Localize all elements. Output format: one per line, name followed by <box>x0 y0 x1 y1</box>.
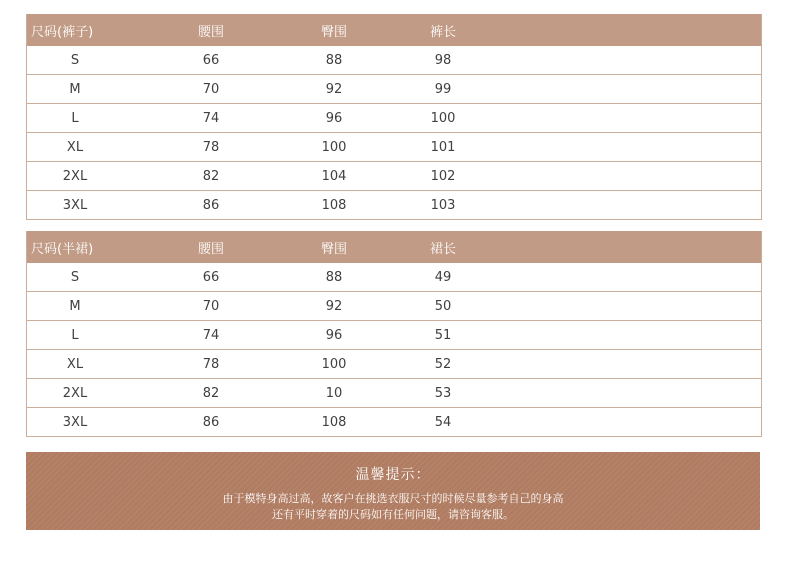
tips-title: 温馨提示： <box>355 467 431 483</box>
pants-size-table <box>26 14 762 220</box>
tips-banner <box>26 452 760 530</box>
size-cell: 2XL <box>62 168 88 184</box>
length-cell: 98 <box>434 52 452 68</box>
header-size: 尺码(半裙) <box>31 241 94 257</box>
table-row <box>27 103 761 132</box>
skirt-size-table <box>26 231 762 437</box>
waist-cell: 74 <box>202 327 220 343</box>
waist-cell: 82 <box>202 168 220 184</box>
hip-cell: 96 <box>325 327 343 343</box>
table-row <box>27 349 761 378</box>
hip-cell: 10 <box>325 385 343 401</box>
table-row <box>27 74 761 103</box>
length-cell: 52 <box>434 356 452 372</box>
hip-cell: 88 <box>325 52 343 68</box>
size-cell: S <box>70 52 80 68</box>
size-cell: XL <box>66 356 84 372</box>
table-row <box>27 378 761 407</box>
size-cell: 2XL <box>62 385 88 401</box>
waist-cell: 70 <box>202 81 220 97</box>
size-cell: S <box>70 269 80 285</box>
hip-cell: 88 <box>325 269 343 285</box>
hip-cell: 100 <box>321 139 347 155</box>
size-cell: M <box>69 81 81 97</box>
table-row <box>27 263 761 291</box>
waist-cell: 74 <box>202 110 220 126</box>
table-row <box>27 46 761 74</box>
header-waist: 腰围 <box>197 24 224 40</box>
size-cell: 3XL <box>62 197 88 213</box>
waist-cell: 66 <box>202 52 220 68</box>
length-cell: 100 <box>430 110 456 126</box>
size-cell: L <box>71 327 79 343</box>
waist-cell: 86 <box>202 414 220 430</box>
waist-cell: 82 <box>202 385 220 401</box>
header-hip: 臀围 <box>320 241 347 257</box>
waist-cell: 66 <box>202 269 220 285</box>
length-cell: 53 <box>434 385 452 401</box>
header-length: 裙长 <box>429 241 456 257</box>
hip-cell: 108 <box>321 414 347 430</box>
size-cell: L <box>71 110 79 126</box>
hip-cell: 100 <box>321 356 347 372</box>
table-row <box>27 190 761 219</box>
length-cell: 50 <box>434 298 452 314</box>
table-row <box>27 291 761 320</box>
table-row <box>27 407 761 436</box>
size-cell: XL <box>66 139 84 155</box>
pants-table-header <box>27 14 761 46</box>
hip-cell: 108 <box>321 197 347 213</box>
length-cell: 54 <box>434 414 452 430</box>
header-size: 尺码(裤子) <box>31 24 94 40</box>
length-cell: 102 <box>430 168 456 184</box>
waist-cell: 70 <box>202 298 220 314</box>
length-cell: 99 <box>434 81 452 97</box>
table-row <box>27 161 761 190</box>
waist-cell: 86 <box>202 197 220 213</box>
length-cell: 101 <box>430 139 456 155</box>
skirt-table-header <box>27 231 761 263</box>
waist-cell: 78 <box>202 139 220 155</box>
hip-cell: 96 <box>325 110 343 126</box>
table-row <box>27 132 761 161</box>
tips-text-line: 由于模特身高过高，故客户在挑选衣服尺寸的时候尽量参考自己的身高 <box>222 492 564 505</box>
table-row <box>27 320 761 349</box>
size-cell: M <box>69 298 81 314</box>
length-cell: 51 <box>434 327 452 343</box>
waist-cell: 78 <box>202 356 220 372</box>
header-hip: 臀围 <box>320 24 347 40</box>
tips-text-line: 还有平时穿着的尺码如有任何问题，请咨询客服。 <box>272 508 514 521</box>
header-waist: 腰围 <box>197 241 224 257</box>
hip-cell: 92 <box>325 81 343 97</box>
size-cell: 3XL <box>62 414 88 430</box>
hip-cell: 104 <box>321 168 347 184</box>
hip-cell: 92 <box>325 298 343 314</box>
length-cell: 103 <box>430 197 456 213</box>
length-cell: 49 <box>434 269 452 285</box>
header-length: 裤长 <box>429 24 456 40</box>
